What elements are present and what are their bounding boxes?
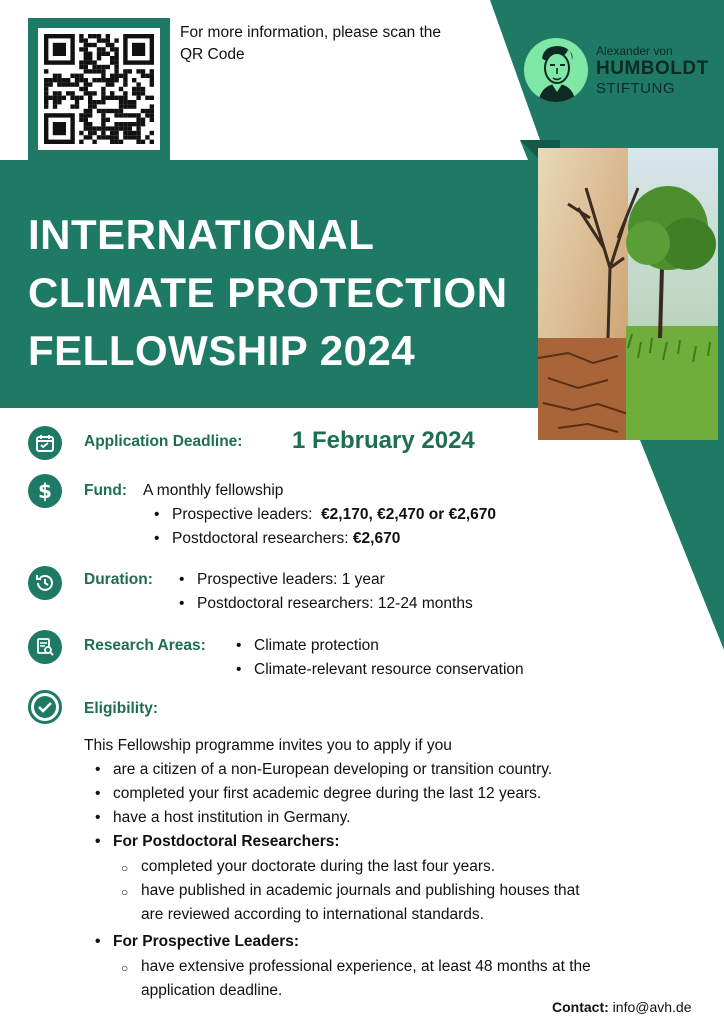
qr-caption: For more information, please scan the QR Code bbox=[180, 24, 442, 63]
eligibility-item: • have a host institution in Germany. bbox=[113, 809, 351, 827]
logo-line-2: HUMBOLDT bbox=[596, 58, 709, 79]
contact-email[interactable]: info@avh.de bbox=[612, 999, 692, 1015]
qr-code-icon bbox=[44, 34, 154, 144]
humboldt-logo bbox=[524, 38, 724, 108]
research-item: • Climate-relevant resource conservation bbox=[254, 661, 524, 679]
humboldt-portrait-icon bbox=[524, 38, 588, 102]
calendar-icon bbox=[28, 426, 62, 460]
logo-line-1: Alexander von bbox=[596, 44, 673, 58]
qr-code-frame[interactable] bbox=[28, 18, 170, 160]
leaders-item: ○ have extensive professional experience, at least 48 months at the bbox=[141, 958, 591, 976]
postdoc-heading: • For Postdoctoral Researchers: bbox=[113, 833, 340, 851]
duration-item: • Postdoctoral researchers: 12-24 months bbox=[197, 595, 473, 613]
deadline-label: Application Deadline: bbox=[84, 433, 243, 450]
dollar-icon bbox=[28, 474, 62, 508]
contact-line bbox=[552, 999, 692, 1015]
check-circle-icon bbox=[28, 690, 62, 724]
title-line: INTERNATIONAL bbox=[28, 211, 375, 258]
duration-item: • Prospective leaders: 1 year bbox=[197, 571, 385, 589]
deadline-value: 1 February 2024 bbox=[292, 427, 475, 454]
climate-photo bbox=[538, 148, 718, 440]
eligibility-intro: This Fellowship programme invites you to apply if you bbox=[84, 737, 452, 754]
fund-text: A monthly fellowship bbox=[143, 482, 284, 499]
eligibility-item: • are a citizen of a non-European developing or transition country. bbox=[113, 761, 552, 779]
fund-item: • Postdoctoral researchers: €2,670 bbox=[172, 530, 400, 548]
research-item: • Climate protection bbox=[254, 637, 379, 655]
document-search-icon bbox=[28, 630, 62, 664]
page-title bbox=[28, 206, 548, 380]
postdoc-item-continued: are reviewed according to international standards. bbox=[141, 906, 484, 923]
eligibility-label: Eligibility: bbox=[84, 700, 159, 717]
eligibility-item: • completed your first academic degree during the last 12 years. bbox=[113, 785, 541, 803]
postdoc-item: ○ completed your doctorate during the last four years. bbox=[141, 858, 495, 876]
title-line: CLIMATE PROTECTION bbox=[28, 269, 508, 316]
qr-code[interactable] bbox=[38, 28, 160, 150]
contact-label: Contact: bbox=[552, 999, 609, 1015]
postdoc-item: ○ have published in academic journals and publishing houses that bbox=[141, 882, 580, 900]
logo-line-3: STIFTUNG bbox=[596, 80, 675, 97]
title-line: FELLOWSHIP 2024 bbox=[28, 327, 416, 374]
duration-label: Duration: bbox=[84, 571, 153, 588]
fund-item: • Prospective leaders: €2,170, €2,470 or €2,670 bbox=[172, 506, 496, 524]
clock-history-icon bbox=[28, 566, 62, 600]
leaders-item-continued: application deadline. bbox=[141, 982, 283, 999]
research-label: Research Areas: bbox=[84, 637, 206, 654]
svg-text:$: $ bbox=[38, 480, 52, 502]
fund-label: Fund: bbox=[84, 482, 128, 499]
leaders-heading: • For Prospective Leaders: bbox=[113, 933, 299, 951]
